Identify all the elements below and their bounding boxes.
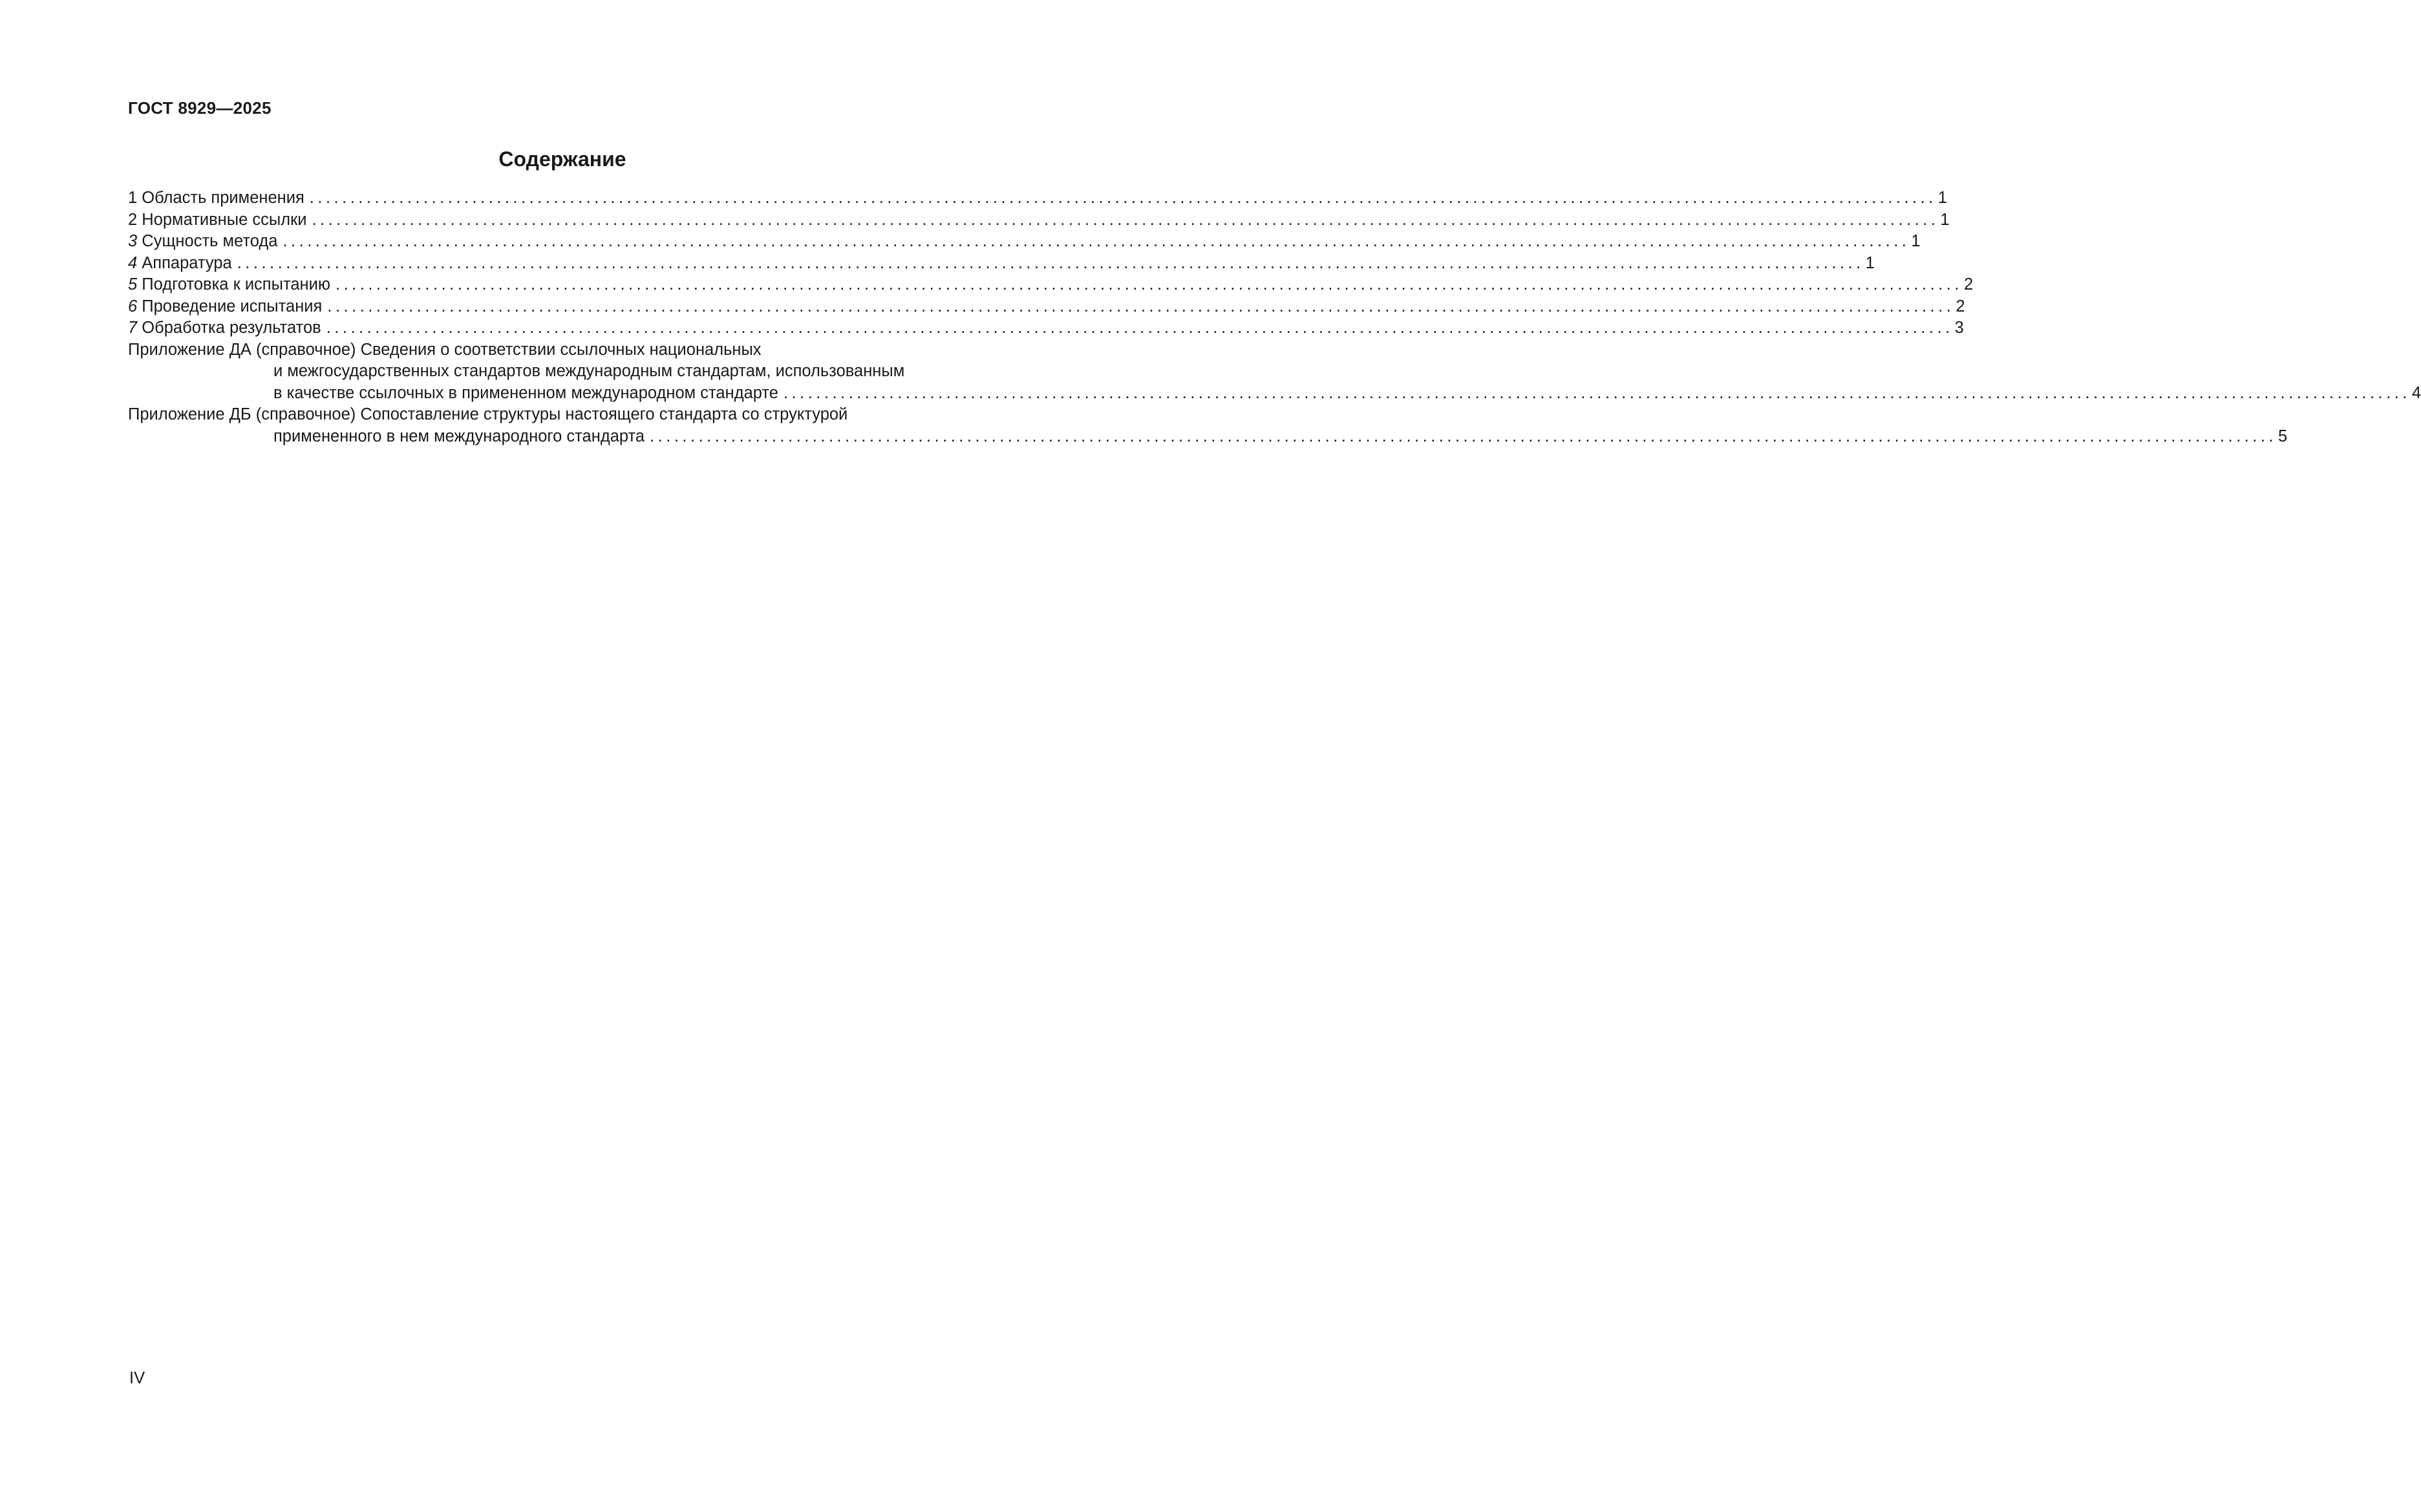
toc-entry-label: Аппаратура — [142, 253, 232, 272]
toc-entry-page: 1 — [1940, 210, 1950, 229]
toc-entry-label: Обработка результатов — [142, 319, 321, 337]
toc-appendix-da-line-1[interactable]: Приложение ДА (справочное) Сведения о соответствии ссылочных национальных — [128, 340, 762, 359]
toc-appendix-da-line-3[interactable] — [128, 383, 2421, 405]
toc-entry-number: 2 — [128, 210, 138, 229]
toc-entry-page: 4 — [2411, 383, 2421, 402]
toc-entry-page: 1 — [1865, 253, 1875, 272]
toc-entry-number: 5 — [128, 275, 138, 293]
dot-leader: ........................................................................................................................................................................................................ — [335, 275, 1963, 293]
toc-entry-number: 4 — [128, 253, 138, 272]
dot-leader: ........................................................................................................................................................................................................ — [309, 189, 1937, 207]
toc-entry-label: Сущность метода — [142, 232, 278, 250]
dot-leader: ........................................................................................................................................................................................................ — [650, 427, 2277, 445]
dot-leader: ........................................................................................................................................................................................................ — [312, 210, 1939, 229]
toc-entry-page: 1 — [1911, 232, 1921, 250]
toc-entry-page: 1 — [1937, 189, 1947, 207]
toc-entry-number: 1 — [128, 189, 138, 207]
toc-entry-page: 2 — [1956, 297, 1965, 315]
toc-entry-4[interactable] — [128, 253, 1875, 275]
toc-entry-7[interactable] — [128, 317, 1964, 339]
dot-leader: ........................................................................................................................................................................................................ — [283, 232, 1910, 250]
toc-entry-number: 3 — [128, 232, 138, 250]
dot-leader: ........................................................................................................................................................................................................ — [783, 383, 2411, 402]
toc-entry-label: Нормативные ссылки — [142, 210, 307, 229]
toc-entry-label: Проведение испытания — [142, 297, 323, 315]
toc-entry-3[interactable] — [128, 231, 1921, 253]
toc-entry-5[interactable] — [128, 274, 1974, 296]
toc-entry-label: примененного в нем международного стандарта — [273, 427, 645, 445]
toc-title: Содержание — [498, 147, 626, 171]
dot-leader: ........................................................................................................................................................................................................ — [326, 319, 1954, 337]
page-number: IV — [129, 1369, 145, 1387]
toc-entry-label: Подготовка к испытанию — [142, 275, 330, 293]
toc-entry-6[interactable] — [128, 296, 1965, 318]
toc-appendix-db-line-1[interactable]: Приложение ДБ (справочное) Сопоставление структуры настоящего стандарта со структурой — [128, 405, 848, 423]
toc-entry-page: 5 — [2278, 427, 2288, 445]
toc-entry-2[interactable] — [128, 209, 1950, 231]
toc-entry-label: в качестве ссылочных в примененном международном стандарте — [273, 383, 778, 402]
toc-entry-label: Область применения — [142, 189, 304, 207]
toc-entry-1[interactable] — [128, 187, 1947, 209]
dot-leader: ........................................................................................................................................................................................................ — [237, 253, 1864, 272]
table-of-contents — [128, 187, 2421, 447]
toc-appendix-db-line-2[interactable] — [128, 426, 2288, 448]
toc-entry-number: 6 — [128, 297, 138, 315]
toc-entry-page: 3 — [1954, 319, 1964, 337]
toc-entry-page: 2 — [1963, 275, 1974, 293]
dot-leader: ........................................................................................................................................................................................................ — [327, 297, 1955, 315]
toc-entry-number: 7 — [128, 319, 138, 337]
toc-appendix-da-line-2[interactable]: и межгосударственных стандартов международным стандартам, использованным — [273, 362, 905, 380]
document-code: ГОСТ 8929—2025 — [128, 98, 272, 118]
